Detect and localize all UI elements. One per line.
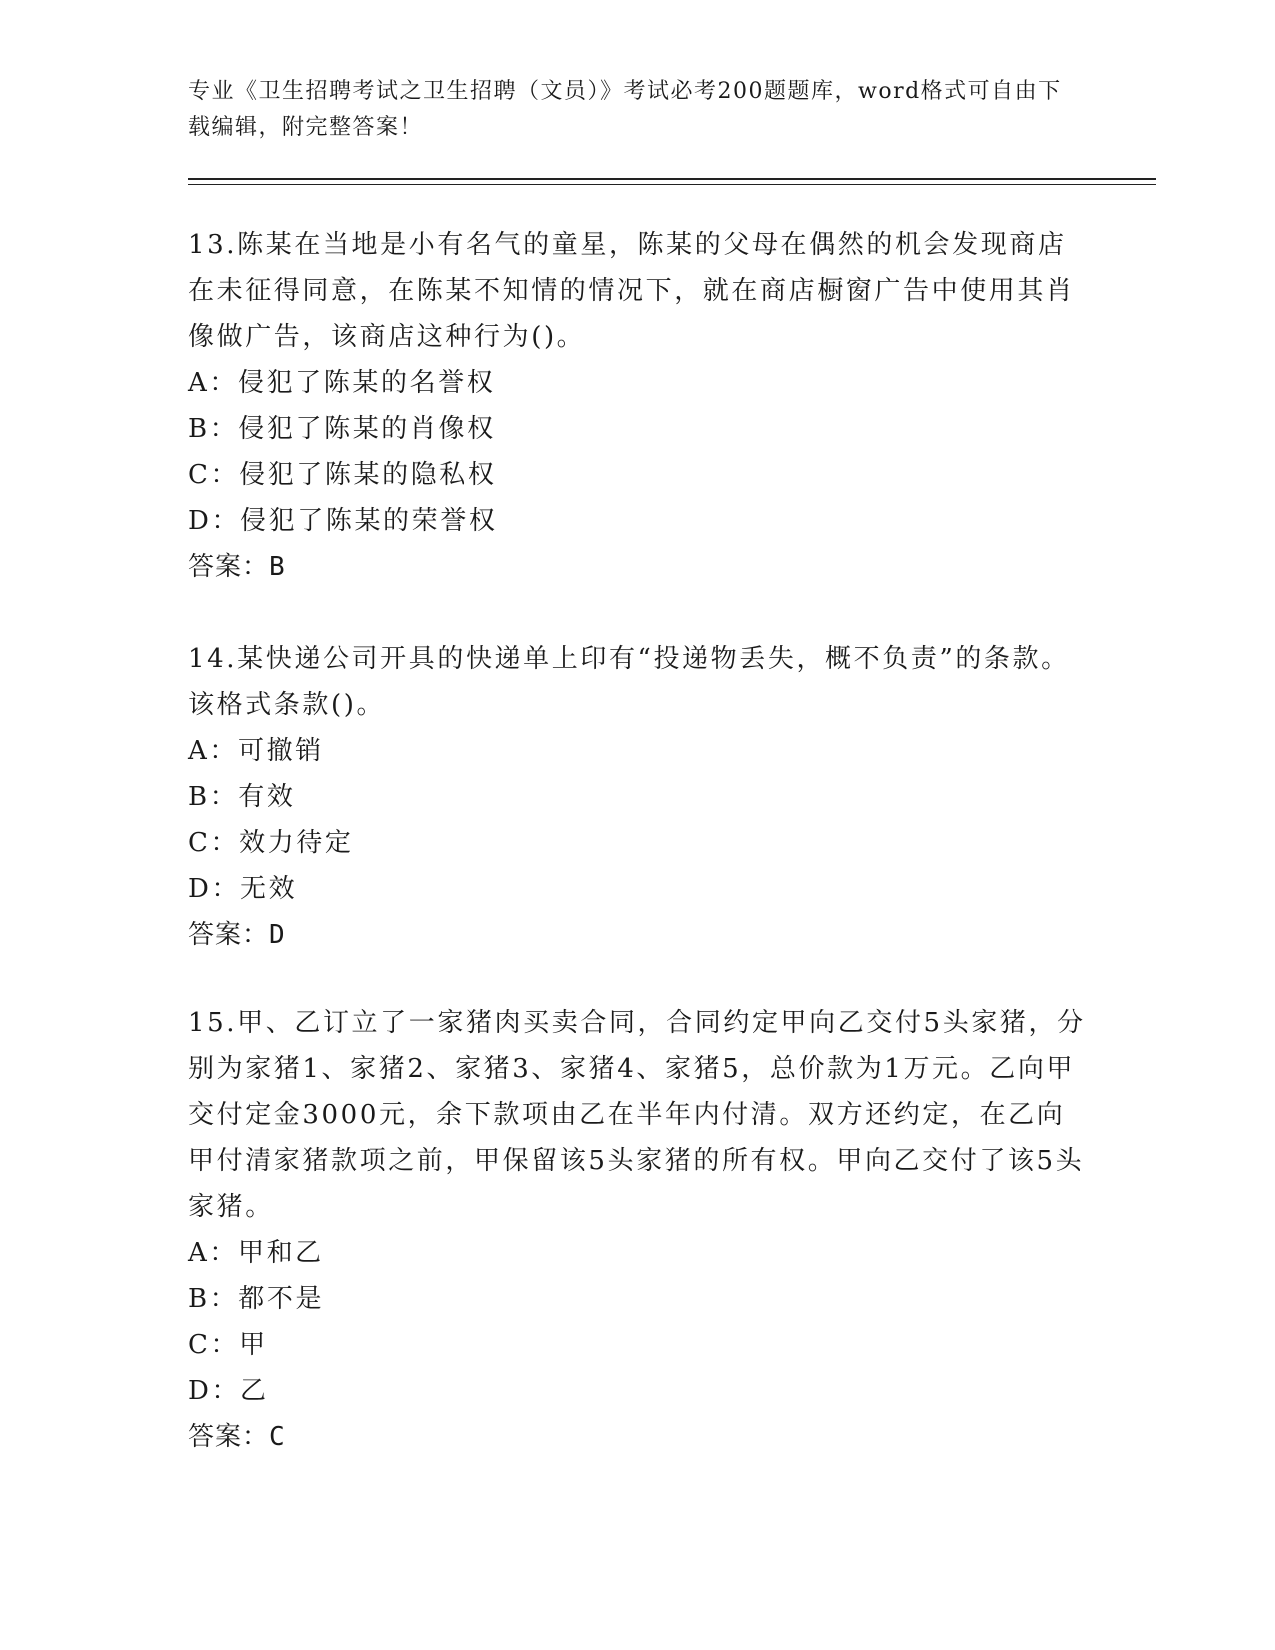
option-b: B：侵犯了陈某的肖像权 xyxy=(188,414,496,444)
answer-value: D xyxy=(269,920,286,950)
option-a: A：可撤销 xyxy=(188,736,324,766)
header-divider-thin xyxy=(188,184,1156,185)
option-d: D：侵犯了陈某的荣誉权 xyxy=(188,506,498,536)
answer-label: 答案： xyxy=(188,552,270,582)
question-14 xyxy=(188,636,1088,958)
option-d: D：乙 xyxy=(188,1376,269,1406)
option-b: B：都不是 xyxy=(188,1284,325,1314)
option-a: A：侵犯了陈某的名誉权 xyxy=(188,368,496,398)
question-stem: 14.某快递公司开具的快递单上印有“投递物丢失，概不负责”的条款。该格式条款()。 xyxy=(188,644,1070,720)
answer-value: C xyxy=(269,1422,286,1452)
answer-label: 答案： xyxy=(188,920,270,950)
option-b: B：有效 xyxy=(188,782,296,812)
question-15 xyxy=(188,1000,1088,1460)
option-c: C：侵犯了陈某的隐私权 xyxy=(188,460,497,490)
answer-value: B xyxy=(269,552,286,582)
header-divider-thick xyxy=(188,178,1156,180)
answer-label: 答案： xyxy=(188,1422,270,1452)
option-d: D：无效 xyxy=(188,874,298,904)
option-a: A：甲和乙 xyxy=(188,1238,324,1268)
option-c: C：甲 xyxy=(188,1330,268,1360)
answer-line xyxy=(188,912,1088,958)
option-c: C：效力待定 xyxy=(188,828,354,858)
question-13 xyxy=(188,222,1088,590)
question-stem: 15.甲、乙订立了一家猪肉买卖合同，合同约定甲向乙交付5头家猪，分别为家猪1、家猪2、家猪3、家猪4、家猪5，总价款为1万元。乙向甲交付定金3000元，余下款项由乙在半年内付清。双方还约定，在乙向甲付清家猪款项之前，甲保留该5头家猪的所有权。甲向乙交付了该5头家猪。 xyxy=(188,1008,1086,1222)
question-stem: 13.陈某在当地是小有名气的童星，陈某的父母在偶然的机会发现商店在未征得同意，在陈某不知情的情况下，就在商店橱窗广告中使用其肖像做广告，该商店这种行为()。 xyxy=(188,230,1075,352)
answer-line xyxy=(188,1414,1088,1460)
answer-line xyxy=(188,544,1088,590)
document-header: 专业《卫生招聘考试之卫生招聘（文员）》考试必考200题题库，word格式可自由下载编辑，附完整答案！ xyxy=(188,79,1062,140)
